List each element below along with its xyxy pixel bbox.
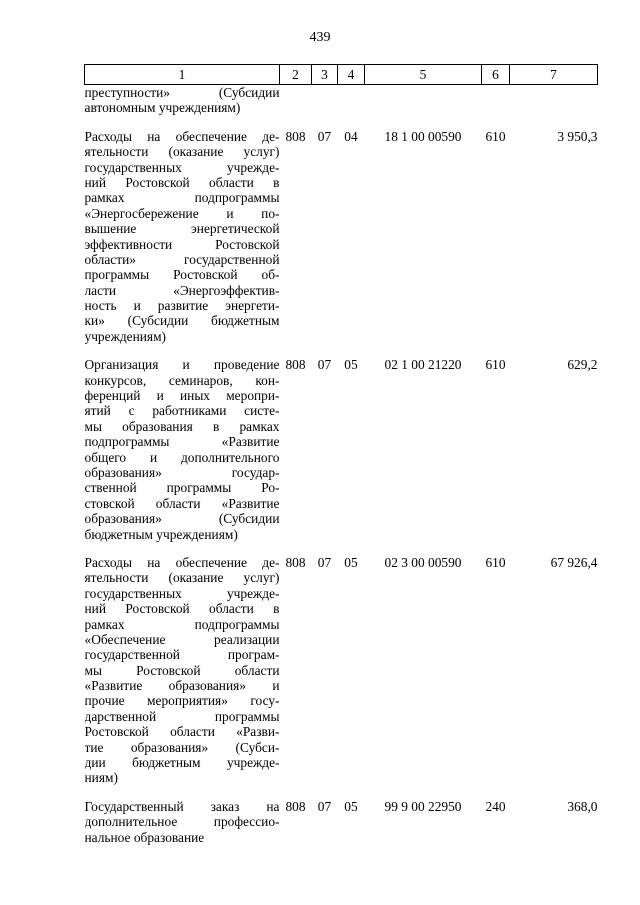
description-line: ний Ростовской области в [84, 174, 280, 190]
row-expense-type [482, 85, 510, 116]
header-col-4: 4 [338, 65, 365, 85]
description-line: области» государственной [84, 251, 280, 267]
row-ministry-code: 808 [285, 798, 306, 814]
budget-table [84, 64, 598, 845]
description-line: Ростовской области «Разви- [84, 724, 280, 740]
description-line: Расходы на обеспечение де- [84, 554, 280, 570]
header-row [85, 65, 598, 85]
description-line: «Обеспечение реализации [84, 631, 280, 647]
row-ministry-code: 808 [285, 357, 306, 373]
description-line: автономным учреждениям) [84, 100, 241, 116]
description-line: рамках подпрограммы [84, 616, 280, 632]
description-line: Расходы на обеспечение де- [84, 128, 280, 144]
description-line: учреждениям) [84, 328, 167, 344]
table-row [85, 555, 598, 786]
table-row [85, 357, 598, 542]
row-section: 07 [317, 798, 332, 814]
row-subsection: 04 [344, 128, 358, 144]
row-ministry-code [280, 85, 312, 116]
description-line: ятий с работниками систе- [84, 403, 280, 419]
description-line: «Энергосбережение и по- [84, 205, 280, 221]
header-col-2: 2 [280, 65, 312, 85]
row-spacer [85, 116, 598, 129]
row-ministry-code: 808 [285, 554, 306, 570]
description-line: подпрограммы «Развитие [84, 434, 280, 450]
row-amount: 368,0 [567, 798, 598, 814]
description-line: стовской области «Развитие [84, 495, 280, 511]
row-subsection: 05 [344, 798, 358, 814]
table-row [85, 799, 598, 845]
row-target-article: 18 1 00 00590 [384, 128, 462, 144]
row-subsection: 05 [344, 554, 358, 570]
row-expense-type: 610 [485, 357, 506, 373]
page-number: 439 [309, 30, 331, 45]
description-line: дарственной программы [84, 708, 280, 724]
row-spacer-cell [85, 344, 598, 357]
description-line: Государственный заказ на [84, 798, 280, 814]
description-line: тие образования» (Субси- [84, 739, 280, 755]
description-line: Организация и проведение [84, 357, 280, 373]
description-line: общего и дополнительного [84, 449, 280, 465]
row-spacer-cell [85, 786, 598, 799]
description-line: дии бюджетным учрежде- [84, 755, 280, 771]
row-target-article: 02 1 00 21220 [384, 357, 462, 373]
row-expense-type: 610 [485, 554, 506, 570]
description-line: вышение энергетической [84, 221, 280, 237]
header-col-6: 6 [482, 65, 510, 85]
row-description [85, 799, 280, 845]
description-line: ласти «Энергоэффектив- [84, 282, 280, 298]
header-col-5: 5 [365, 65, 482, 85]
description-line: нальное образование [84, 829, 205, 845]
row-spacer-cell [85, 542, 598, 555]
row-spacer [85, 786, 598, 799]
header-col-3: 3 [312, 65, 338, 85]
row-description [85, 357, 280, 542]
description-line: ниям) [84, 770, 118, 786]
description-line: преступности» (Субсидии [84, 85, 280, 100]
description-line: ки» (Субсидии бюджетным [84, 313, 280, 329]
description-line: бюджетным учреждениям) [84, 526, 238, 542]
description-line: ственной программы Ро- [84, 480, 280, 496]
row-amount: 629,2 [567, 357, 598, 373]
row-target-article [365, 85, 482, 116]
row-expense-type: 610 [485, 128, 506, 144]
description-line: мы Ростовской области [84, 662, 280, 678]
table-row [85, 129, 598, 344]
description-line: программы Ростовской об- [84, 267, 280, 283]
description-line: ятельности (оказание услуг) [84, 570, 280, 586]
description-line: образования» (Субсидии [84, 511, 280, 527]
header-col-7: 7 [510, 65, 598, 85]
table-row [85, 85, 598, 116]
description-line: «Развитие образования» и [84, 678, 280, 694]
table-header [85, 65, 598, 85]
row-section: 07 [317, 128, 332, 144]
description-line: государственной програм- [84, 647, 280, 663]
description-line: эффективности Ростовской [84, 236, 280, 252]
description-line: образования» государ- [84, 464, 280, 480]
description-line: дополнительное профессио- [84, 814, 280, 830]
row-description [85, 129, 280, 344]
description-line: государственных учрежде- [84, 585, 280, 601]
description-line: государственных учрежде- [84, 159, 280, 175]
row-subsection: 05 [344, 357, 358, 373]
table-body [85, 85, 598, 845]
row-section: 07 [317, 357, 332, 373]
row-description [85, 85, 280, 116]
description-line: ференций и иных меропри- [84, 388, 280, 404]
row-amount: 3 950,3 [557, 128, 598, 144]
row-ministry-code: 808 [285, 128, 306, 144]
row-spacer [85, 542, 598, 555]
description-line: конкурсов, семинаров, кон- [84, 372, 280, 388]
row-expense-type: 240 [485, 798, 506, 814]
row-target-article: 99 9 00 22950 [384, 798, 462, 814]
row-spacer-cell [85, 116, 598, 129]
row-description [85, 555, 280, 786]
row-amount [510, 85, 598, 116]
row-amount: 67 926,4 [550, 554, 598, 570]
row-section: 07 [317, 554, 332, 570]
row-subsection [338, 85, 365, 116]
description-line: мы образования в рамках [84, 418, 280, 434]
row-section [312, 85, 338, 116]
description-line: ний Ростовской области в [84, 601, 280, 617]
description-line: прочие мероприятия» госу- [84, 693, 280, 709]
description-line: рамках подпрограммы [84, 190, 280, 206]
description-line: ность и развитие энергети- [84, 298, 280, 314]
description-line: ятельности (оказание услуг) [84, 144, 280, 160]
header-col-1: 1 [85, 65, 280, 85]
row-spacer [85, 344, 598, 357]
row-target-article: 02 3 00 00590 [384, 554, 462, 570]
